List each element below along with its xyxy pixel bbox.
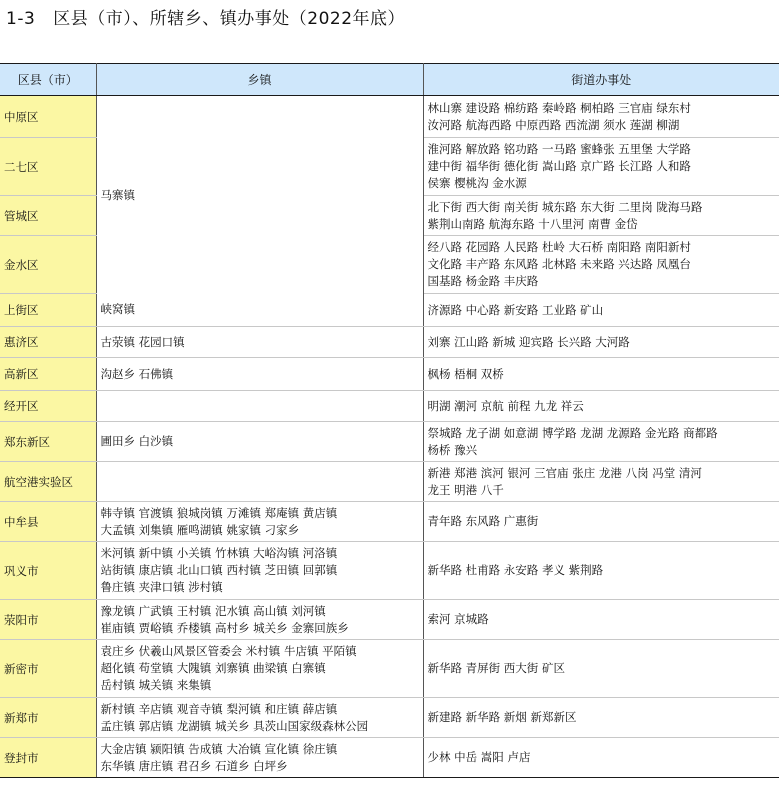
district-name: 巩义市 bbox=[0, 542, 96, 600]
table-row bbox=[0, 96, 779, 138]
towns-cell bbox=[96, 738, 423, 778]
town-line: 岳村镇 城关镇 来集镇 bbox=[100, 678, 212, 692]
subdistrict-line: 济源路 中心路 新安路 工业路 矿山 bbox=[427, 302, 604, 317]
town-line: 站街镇 康店镇 北山口镇 西村镇 芝田镇 回郭镇 bbox=[100, 563, 338, 577]
district-name: 上街区 bbox=[0, 294, 96, 327]
district-name: 惠济区 bbox=[0, 327, 96, 358]
town-line: 米河镇 新中镇 小关镇 竹林镇 大峪沟镇 河洛镇 bbox=[100, 546, 338, 560]
towns-cell bbox=[96, 502, 423, 542]
subdistrict-line: 杨桥 豫兴 bbox=[427, 442, 478, 457]
header-district: 区县（市） bbox=[0, 64, 96, 96]
town-line: 孟庄镇 郭店镇 龙湖镇 城关乡 具茨山国家级森林公园 bbox=[100, 718, 369, 733]
towns-cell bbox=[96, 462, 423, 502]
district-name: 新密市 bbox=[0, 640, 96, 698]
district-name: 登封市 bbox=[0, 738, 96, 778]
towns-cell bbox=[96, 640, 423, 698]
towns-cell bbox=[96, 358, 423, 391]
district-name: 航空港实验区 bbox=[0, 462, 96, 502]
subdistrict-line: 青年路 东风路 广惠街 bbox=[427, 514, 539, 528]
town-line: 超化镇 苟堂镇 大隗镇 刘寨镇 曲梁镇 白寨镇 bbox=[100, 661, 326, 675]
district-name: 新郑市 bbox=[0, 698, 96, 738]
table-row bbox=[0, 327, 779, 358]
district-name: 经开区 bbox=[0, 391, 96, 422]
town-line: 大金店镇 颍阳镇 告成镇 大冶镇 宣化镇 徐庄镇 bbox=[100, 741, 338, 756]
subdistricts-cell bbox=[423, 138, 779, 196]
subdistrict-line: 少林 中岳 嵩阳 卢店 bbox=[427, 750, 531, 764]
subdistricts-cell bbox=[423, 96, 779, 138]
subdistricts-cell bbox=[423, 294, 779, 327]
district-name: 高新区 bbox=[0, 358, 96, 391]
subdistrict-line: 淮河路 解放路 铭功路 一马路 蜜蜂张 五里堡 大学路 bbox=[427, 142, 691, 156]
subdistricts-cell bbox=[423, 462, 779, 502]
table-row bbox=[0, 391, 779, 422]
subdistrict-line: 文化路 丰产路 东风路 北林路 未来路 兴达路 凤凰台 bbox=[427, 257, 691, 271]
town-line: 大孟镇 刘集镇 雁鸣湖镇 姚家镇 刁家乡 bbox=[100, 522, 300, 537]
table-row bbox=[0, 462, 779, 502]
merged-town-cell: 马寨镇 bbox=[96, 96, 423, 294]
subdistrict-line: 索河 京城路 bbox=[427, 612, 489, 626]
town-line: 古荥镇 花园口镇 bbox=[100, 334, 185, 349]
subdistricts-cell bbox=[423, 327, 779, 358]
town-line: 圃田乡 白沙镇 bbox=[100, 434, 174, 448]
towns-cell bbox=[96, 294, 423, 327]
subdistricts-cell bbox=[423, 196, 779, 236]
district-name: 管城区 bbox=[0, 196, 96, 236]
table-row bbox=[0, 294, 779, 327]
subdistrict-line: 侯寨 樱桃沟 金水源 bbox=[427, 176, 527, 190]
table-number: 1-3 bbox=[6, 9, 36, 29]
subdistricts-cell bbox=[423, 391, 779, 422]
table-row bbox=[0, 358, 779, 391]
subdistrict-line: 建中街 福华街 德化街 嵩山路 京广路 长江路 人和路 bbox=[427, 159, 691, 173]
subdistrict-line: 新华路 杜甫路 永安路 孝义 紫荆路 bbox=[427, 563, 604, 577]
table-row bbox=[0, 600, 779, 640]
town-line: 新村镇 辛店镇 观音寺镇 梨河镇 和庄镇 薛店镇 bbox=[100, 701, 338, 716]
subdistrict-line: 紫荆山南路 航海东路 十八里河 南曹 金岱 bbox=[427, 216, 638, 231]
district-name: 中牟县 bbox=[0, 502, 96, 542]
subdistrict-line: 祭城路 龙子湖 如意湖 博学路 龙湖 龙源路 金光路 商都路 bbox=[427, 425, 718, 440]
town-line: 鲁庄镇 夹津口镇 涉村镇 bbox=[100, 580, 223, 594]
district-name: 荥阳市 bbox=[0, 600, 96, 640]
table-row bbox=[0, 738, 779, 778]
subdistricts-cell bbox=[423, 600, 779, 640]
subdistricts-cell bbox=[423, 358, 779, 391]
subdistrict-line: 龙王 明港 八千 bbox=[427, 482, 504, 497]
table-row bbox=[0, 542, 779, 600]
subdistricts-cell bbox=[423, 542, 779, 600]
towns-cell bbox=[96, 391, 423, 422]
district-name: 中原区 bbox=[0, 96, 96, 138]
header-towns: 乡镇 bbox=[96, 64, 423, 96]
subdistrict-line: 新建路 新华路 新烟 新郑新区 bbox=[427, 710, 577, 724]
towns-cell bbox=[96, 542, 423, 600]
subdistricts-cell bbox=[423, 640, 779, 698]
table-row bbox=[0, 640, 779, 698]
district-table bbox=[0, 63, 779, 778]
towns-cell bbox=[96, 422, 423, 462]
subdistrict-line: 汝河路 航海西路 中原西路 西流湖 须水 莲湖 柳湖 bbox=[427, 117, 680, 132]
subdistricts-cell bbox=[423, 698, 779, 738]
towns-cell bbox=[96, 600, 423, 640]
town-line: 峡窝镇 bbox=[100, 302, 135, 317]
subdistricts-cell bbox=[423, 502, 779, 542]
subdistrict-line: 国基路 杨金路 丰庆路 bbox=[427, 274, 539, 288]
header-subdistricts: 街道办事处 bbox=[423, 64, 779, 96]
subdistrict-line: 刘寨 江山路 新城 迎宾路 长兴路 大河路 bbox=[427, 334, 630, 349]
subdistrict-line: 新华路 青屏街 西大街 矿区 bbox=[427, 661, 565, 675]
towns-cell bbox=[96, 327, 423, 358]
town-line: 沟赵乡 石佛镇 bbox=[100, 366, 174, 381]
subdistricts-cell bbox=[423, 422, 779, 462]
subdistrict-line: 林山寨 建设路 棉纺路 秦岭路 桐柏路 三官庙 绿东村 bbox=[427, 100, 691, 115]
table-row bbox=[0, 502, 779, 542]
table-title: 区县（市）、所辖乡、镇办事处（2022年底） bbox=[53, 9, 406, 29]
town-line: 袁庄乡 伏羲山风景区管委会 米村镇 牛店镇 平陌镇 bbox=[100, 644, 357, 658]
subdistricts-cell bbox=[423, 738, 779, 778]
town-line: 崔庙镇 贾峪镇 乔楼镇 高村乡 城关乡 金寨回族乡 bbox=[100, 620, 349, 635]
subdistrict-line: 经八路 花园路 人民路 杜岭 大石桥 南阳路 南阳新村 bbox=[427, 240, 691, 254]
subdistrict-line: 枫杨 梧桐 双桥 bbox=[427, 366, 504, 381]
town-line: 豫龙镇 广武镇 王村镇 汜水镇 高山镇 刘河镇 bbox=[100, 603, 326, 618]
page-title bbox=[6, 6, 405, 32]
district-name: 金水区 bbox=[0, 236, 96, 294]
subdistrict-line: 北下街 西大街 南关街 城东路 东大街 二里岗 陇海马路 bbox=[427, 199, 703, 214]
towns-cell bbox=[96, 698, 423, 738]
table-row bbox=[0, 422, 779, 462]
town-line: 韩寺镇 官渡镇 狼城岗镇 万滩镇 郑庵镇 黄店镇 bbox=[100, 505, 338, 520]
district-name: 郑东新区 bbox=[0, 422, 96, 462]
subdistrict-line: 明湖 潮河 京航 前程 九龙 祥云 bbox=[427, 398, 584, 413]
town-line: 东华镇 唐庄镇 君召乡 石道乡 白坪乡 bbox=[100, 758, 288, 773]
subdistrict-line: 新港 郑港 滨河 银河 三官庙 张庄 龙港 八岗 冯堂 清河 bbox=[427, 465, 702, 480]
subdistricts-cell bbox=[423, 236, 779, 294]
header-row bbox=[0, 64, 779, 96]
table-row bbox=[0, 698, 779, 738]
district-name: 二七区 bbox=[0, 138, 96, 196]
